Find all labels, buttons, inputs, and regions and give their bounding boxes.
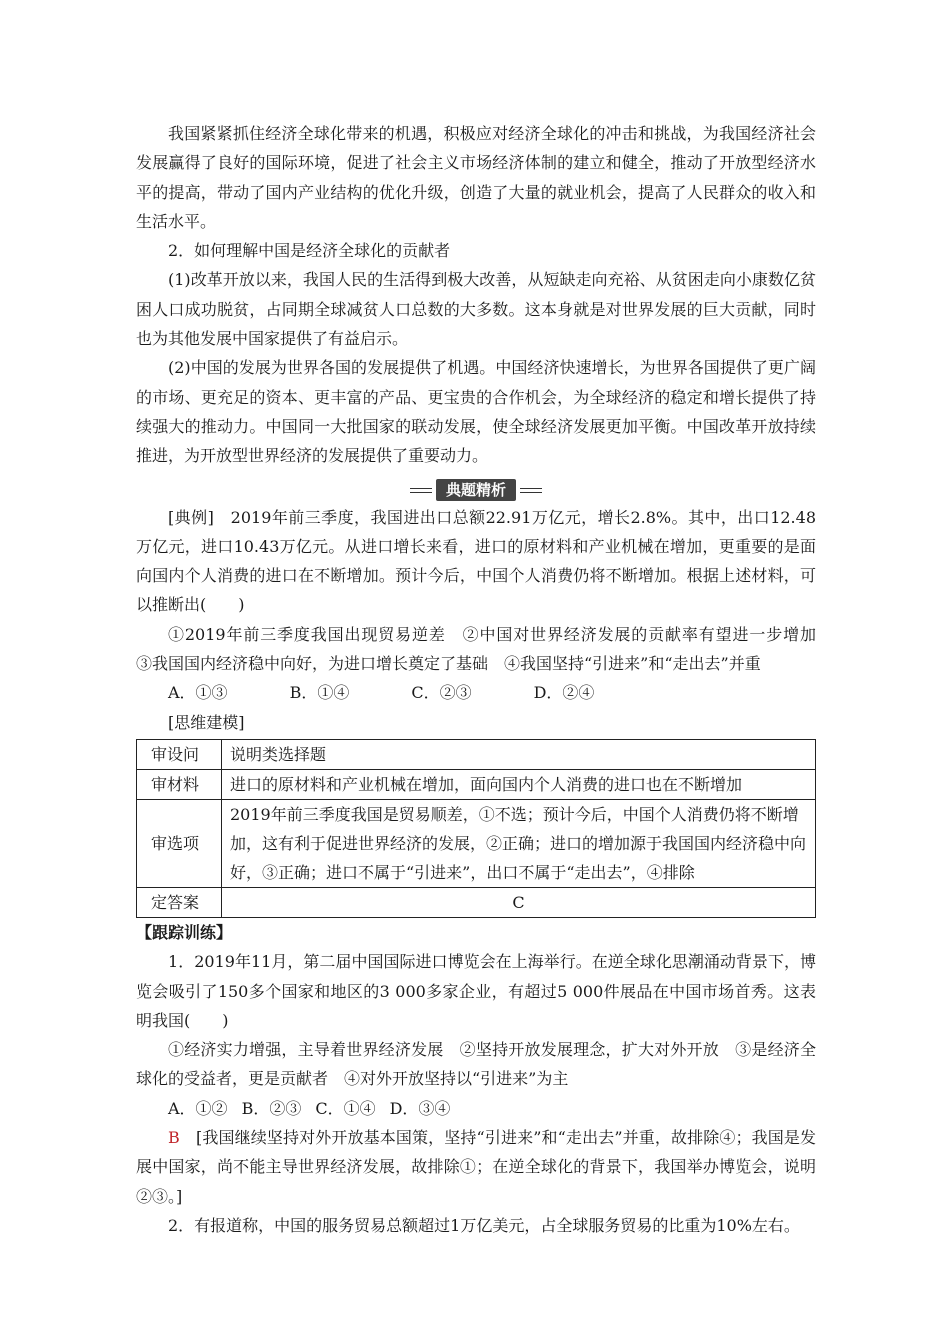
option-a: A．①② bbox=[168, 1098, 228, 1118]
row-head: 审材料 bbox=[137, 769, 222, 799]
example-statements: ①2019年前三季度我国出现贸易逆差 ②中国对世界经济发展的贡献率有望进一步增加 ③我国国内经济稳中向好，为进口增长奠定了基础 ④我国坚持“引进来”和“走出去”并重 bbox=[136, 624, 833, 674]
training-question-2: 2．有报道称，中国的服务贸易总额超过1万亿美元，占全球服务贸易的比重为10%左右。 bbox=[168, 1215, 800, 1235]
training-question-1: 1．2019年11月，第二届中国国际进口博览会在上海举行。在逆全球化思潮涌动背景下，博览会吸引了150多个国家和地区的3 000多家企业，有超过5 000件展品在中国市场首秀。这表明我国( ) bbox=[136, 952, 816, 1030]
thinking-model-table bbox=[136, 739, 816, 918]
training-question-1-options bbox=[136, 1094, 816, 1123]
intro-paragraph: 我国紧紧抓住经济全球化带来的机遇，积极应对经济全球化的冲击和挑战，为我国经济社会发展赢得了良好的国际环境，促进了社会主义市场经济体制的建立和健全，推动了开放型经济水平的提高，带动了国内产业结构的优化升级，创造了大量的就业机会，提高了人民群众的收入和生活水平。 bbox=[136, 124, 816, 231]
row-head: 审设问 bbox=[137, 739, 222, 769]
option-d: D．②④ bbox=[533, 683, 595, 703]
row-head: 定答案 bbox=[137, 887, 222, 917]
example-question: [典例] 2019年前三季度，我国进出口总额22.91万亿元，增长2.8%。其中，出口12.48万亿元，进口10.43万亿元。从进口增长来看，进口的原材料和产业机械在增加，更重要的是面向国内个人消费的进口在不断增加。预计今后，中国个人消费仍将不断增加。根据上述材料，可以推断出( ) bbox=[136, 507, 816, 615]
row-content: 进口的原材料和产业机械在增加，面向国内个人消费的进口也在不断增加 bbox=[222, 769, 816, 799]
table-row bbox=[137, 769, 816, 799]
section-banner bbox=[136, 475, 816, 501]
table-row bbox=[137, 887, 816, 917]
option-b: B．②③ bbox=[241, 1098, 302, 1118]
answer-cell: C bbox=[222, 887, 816, 917]
option-a: A．①③ bbox=[168, 683, 228, 703]
training-question-1-statements: ①经济实力增强，主导着世界经济发展 ②坚持开放发展理念，扩大对外开放 ③是经济全球化的受益者，更是贡献者 ④对外开放坚持以“引进来”为主 bbox=[136, 1040, 816, 1089]
option-d: D．③④ bbox=[389, 1098, 451, 1118]
training-question-1-answer bbox=[136, 1123, 816, 1211]
section-banner-title: 典题精析 bbox=[436, 479, 516, 501]
table-row bbox=[137, 739, 816, 769]
answer-letter: B bbox=[168, 1128, 180, 1148]
banner-right-rule bbox=[520, 488, 542, 493]
banner-left-rule bbox=[410, 488, 432, 493]
question-2-point-1: (1)改革开放以来，我国人民的生活得到极大改善，从短缺走向充裕、从贫困走向小康数亿贫困人口成功脱贫，占同期全球减贫人口总数的大多数。这本身就是对世界发展的巨大贡献，同时也为其他发展中国家提供了有益启示。 bbox=[136, 270, 816, 349]
document-page bbox=[136, 119, 833, 1240]
row-head: 审选项 bbox=[137, 799, 222, 887]
training-label: 【跟踪训练】 bbox=[136, 922, 233, 942]
row-content: 2019年前三季度我国是贸易顺差，①不选；预计今后，中国个人消费仍将不断增加，这有利于促进世界经济的发展，②正确；进口的增加源于我国国内经济稳中向好，③正确；进口不属于“引进来”，出口不属于“走出去”，④排除 bbox=[222, 799, 816, 887]
table-row bbox=[137, 799, 816, 887]
question-2-point-2: (2)中国的发展为世界各国的发展提供了机遇。中国经济快速增长，为世界各国提供了更广阔的市场、更充足的资本、更丰富的产品、更宝贵的合作机会，为全球经济的稳定和增长提供了持续强大的推动力。中国同一大批国家的联动发展，使全球经济发展更加平衡。中国改革开放持续推进，为开放型世界经济的发展提供了重要动力。 bbox=[136, 358, 816, 466]
option-c: C．①④ bbox=[315, 1098, 376, 1118]
option-b: B．①④ bbox=[289, 683, 350, 703]
model-label: [思维建模] bbox=[168, 712, 245, 732]
answer-explanation: [我国继续坚持对外开放基本国策，坚持“引进来”和“走出去”并重，故排除④；我国是发展中国家，尚不能主导世界经济发展，故排除①；在逆全球化的背景下，我国举办博览会，说明②③。] bbox=[136, 1128, 816, 1206]
example-options bbox=[136, 678, 816, 707]
row-content: 说明类选择题 bbox=[222, 739, 816, 769]
option-c: C．②③ bbox=[411, 683, 472, 703]
question-2-heading: 2．如何理解中国是经济全球化的贡献者 bbox=[168, 241, 451, 261]
